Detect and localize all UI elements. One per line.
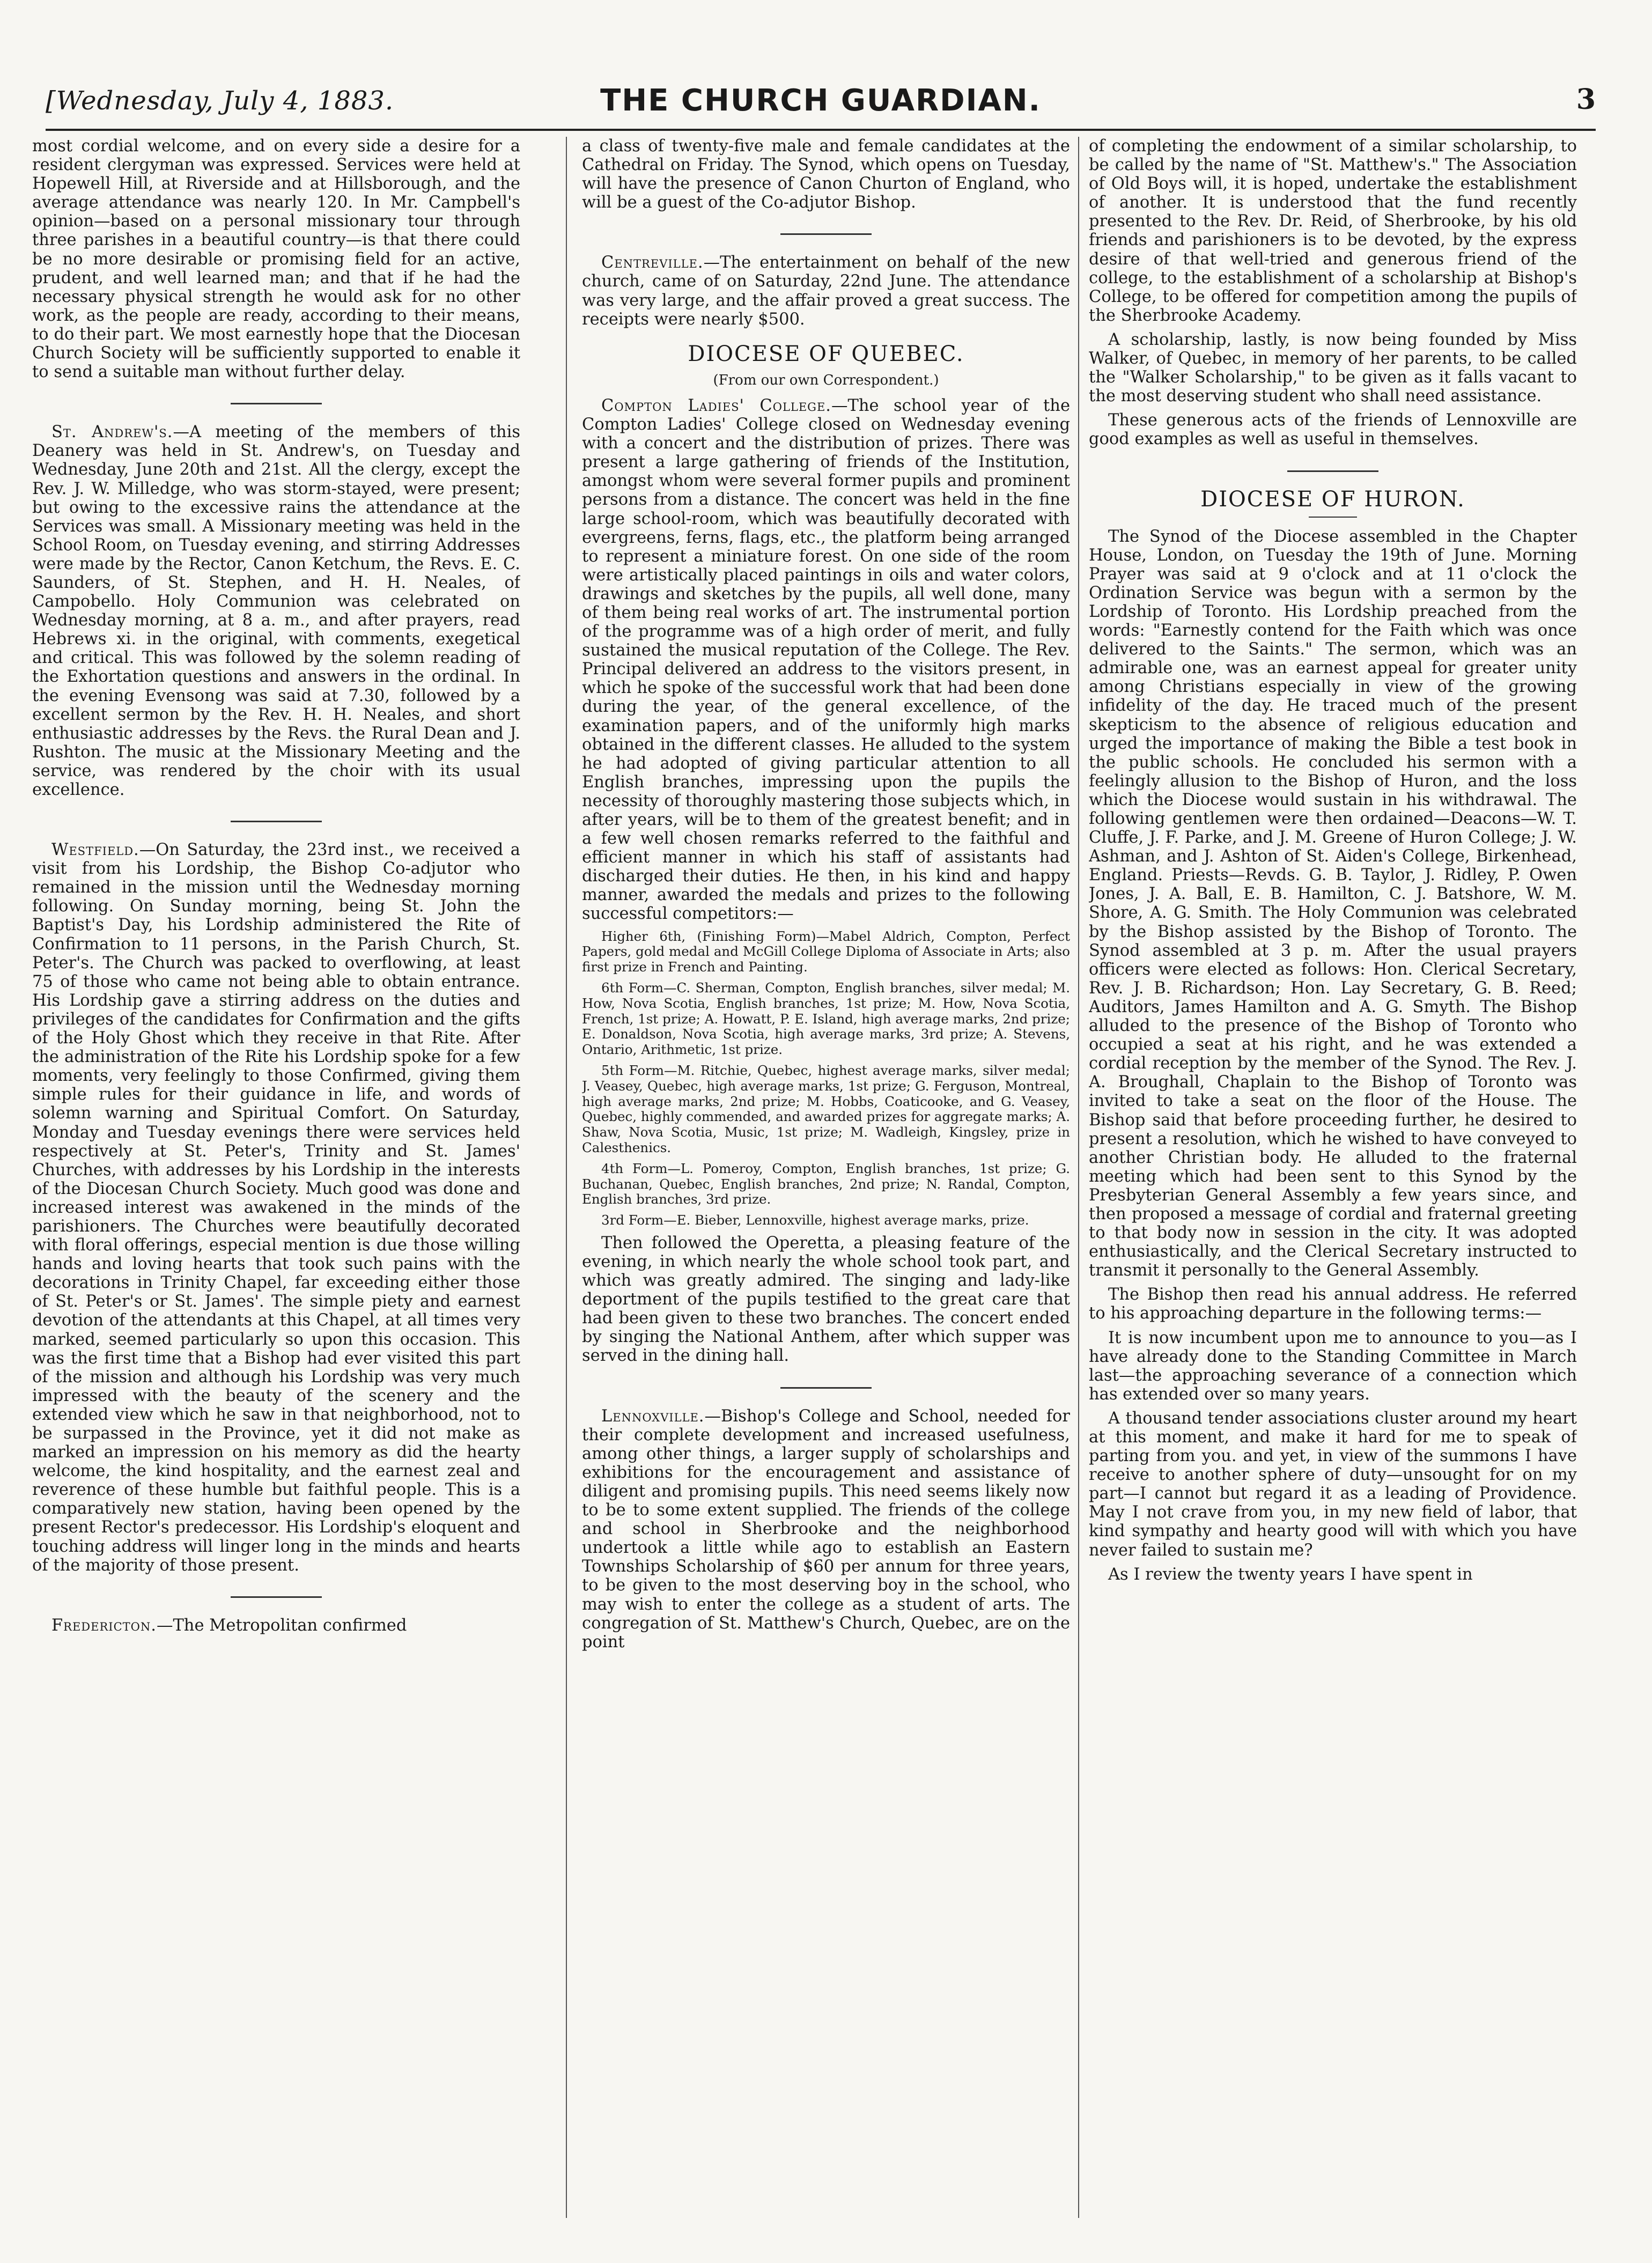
dateline: Fredericton. xyxy=(51,1616,157,1635)
dateline: St. Andrew's. xyxy=(51,423,173,442)
prize-list-item: 6th Form—C. Sherman, Compton, English branches, silver medal; M. How, Nova Scotia, English branches, 1st prize; M. How, Nova Scotia, French, 1st prize; A. Howatt, P. E. Island, high average marks, 2nd prize; E. Donaldson, Nova Scotia, high average marks, 3rd prize; A. Stevens, Ontario, Arithmetic, 1st prize. xyxy=(582,979,1070,1058)
article-paragraph: The Bishop then read his annual address. He referred to his approaching departure in the following terms:— xyxy=(1089,1285,1577,1323)
prize-list-item: Higher 6th, (Finishing Form)—Mabel Aldrich, Compton, Perfect Papers, gold medal and McGill College Diploma of Associate in Arts; also first prize in French and Painting. xyxy=(582,928,1070,975)
article-paragraph: These generous acts of the friends of Lennoxville are good examples as well as useful in themselves. xyxy=(1089,411,1577,449)
article-paragraph: A thousand tender associations cluster around my heart at this moment, and make it hard for me to speak of parting from you. and yet, in view of the summons I have receive to another sphere of duty—unsought for on my part—I cannot but regard it as a leading of Providence. May I not crave from you, in my new field of labor, that kind sympathy and hearty good will with which you have never failed to sustain me? xyxy=(1089,1409,1577,1560)
prize-list-item: 5th Form—M. Ritchie, Quebec, highest average marks, silver medal; J. Veasey, Quebec, high average marks, 1st prize; G. Ferguson, Montreal, high average marks, 2nd prize; M. Hobbs, Coaticooke, and G. Veasey, Quebec, highly commended, and awarded prizes for aggregate marks; A. Shaw, Nova Scotia, Music, 1st prize; M. Wadleigh, Kingsley, prize in Calesthenics. xyxy=(582,1062,1070,1155)
correspondent-note: (From our own Correspondent.) xyxy=(713,372,939,388)
article-paragraph: most cordial welcome, and on every side a desire for a resident clergyman was expressed. Services were held at Hopewell Hill, at Riverside and at Hillsborough, and the average attendance was nearly 120. In Mr. Campbell's opinion—based on a personal missionary tour through three parishes in a beautiful country—is that there could be no more desirable or promising field for an active, prudent, and well learned man; and that if he had the necessary physical strength he would ask for no other work, as the people are ready, according to their means, to do their part. We most earnestly hope that the Diocesan Church Society will be sufficiently supported to enable it to send a suitable man without further delay. xyxy=(32,137,520,382)
heading-rule xyxy=(1309,517,1357,518)
section-separator xyxy=(231,1596,322,1598)
article-paragraph xyxy=(582,253,1070,328)
article-paragraph: Then followed the Operetta, a pleasing feature of the evening, in which nearly the whole school took part, and which was greatly admired. The singing and lady-like deportment of the pupils testified to the great care that had been given to these two branches. The concert ended by singing the National Anthem, after which supper was served in the dining hall. xyxy=(582,1233,1070,1366)
article-paragraph xyxy=(32,423,520,799)
article-paragraph: a class of twenty-five male and female candidates at the Cathedral on Friday. The Synod, which opens on Tuesday, will have the presence of Canon Churton of England, who will be a guest of the Co-adjutor Bishop. xyxy=(582,137,1070,212)
dateline: Compton Ladies' College. xyxy=(601,396,831,415)
article-text: —A meeting of the members of this Deanery was held in St. Andrew's, on Tuesday and Wednesday, June 20th and 21st. All the clergy, except the Rev. J. W. Milledge, who was storm-stayed, were present; but owing to the excessive rains the attendance at the Services was small. A Missionary meeting was held in the School Room, on Tuesday evening, and stirring Addresses were made by the Rector, Canon Ketchum, the Revs. E. C. Saunders, of St. Stephen, and H. H. Neales, of Campobello. Holy Communion was celebrated on Wednesday morning, at 8 a. m., and after prayers, read Hebrews xi. in the original, with comments, exegetical and critical. This was followed by the solemn reading of the Exhortation questions and answers in the ordinal. In the evening Evensong was said at 7.30, followed by a excellent sermon by the Rev. H. H. Neales, and short enthusiastic addresses by the Revs. the Rural Dean and J. Rushton. The music at the Missionary Meeting and the service, was rendered by the choir with its usual excellence. xyxy=(32,423,520,799)
section-separator xyxy=(231,821,322,822)
section-separator xyxy=(780,233,872,235)
dateline: Westfield. xyxy=(51,841,139,860)
article-text: —The entertainment on behalf of the new church, came of on Saturday, 22nd June. The attendance was very large, and the affair proved a great success. The receipts were nearly $500. xyxy=(582,253,1070,329)
column-1 xyxy=(32,137,520,2223)
article-text: —The Metropolitan confirmed xyxy=(156,1616,407,1635)
section-separator xyxy=(780,1387,872,1389)
article-paragraph: of completing the endowment of a similar scholarship, to be called by the name of "St. Matthew's." The Association of Old Boys will, it is hoped, undertake the establishment of another. It is understood that the fund recently presented to the Rev. Dr. Reid, of Sherbrooke, by his old friends and parishioners is to be devoted, by the express desire of that well-tried and generous friend of the college, to the establishment of a scholarship at Bishop's College, to be offered for competition among the pupils of the Sherbrooke Academy. xyxy=(1089,137,1577,325)
article-paragraph xyxy=(582,396,1070,924)
page-header xyxy=(46,0,1596,134)
section-separator xyxy=(1287,470,1378,472)
article-paragraph xyxy=(32,1616,520,1635)
section-heading: DIOCESE OF QUEBEC. xyxy=(688,341,964,366)
column-2 xyxy=(582,137,1070,2223)
article-paragraph: A scholarship, lastly, is now being founded by Miss Walker, of Quebec, in memory of her parents, to be called the "Walker Scholarship," to be given as it falls vacant to the most deserving student who shall need assistance. xyxy=(1089,330,1577,406)
article-paragraph xyxy=(582,1407,1070,1652)
newspaper-title: THE CHURCH GUARDIAN. xyxy=(600,83,1041,118)
dateline: Lennoxville. xyxy=(601,1406,705,1426)
article-paragraph xyxy=(32,841,520,1575)
article-text: —On Saturday, the 23rd inst., we received a visit from his Lordship, the Bishop Co-adjutor who remained in the mission until the Wednesday morning following. On Sunday morning, being St. John the Baptist's Day, his Lordship administered the Rite of Confirmation to 11 persons, in the Parish Church, St. Peter's. The Church was packed to overflowing, at least 75 of those who came not being able to obtain entrance. His Lordship gave a stirring address on the duties and privileges of the candidates for Confirmation and the gifts of the Holy Ghost which they receive in that Rite. After the administration of the Rite his Lordship spoke for a few moments, very feelingly to those Confirmed, giving them simple rules for their guidance in life, and words of solemn warning and Spiritual Comfort. On Saturday, Monday and Tuesday evenings there were services held respectively at St. Peter's, Trinity and St. James' Churches, with addresses by his Lordship in the interests of the Diocesan Church Society. Much good was done and increased interest was awakened in the minds of the parishioners. The Churches were beautifully decorated with floral offerings, especial mention is due those willing hands and loving hearts that took such pains with the decorations in Trinity Chapel, far exceeding either those of St. Peter's or St. James'. The simple piety and earnest devotion of the attendants at this Chapel, at all times very marked, seemed particularly so upon this occasion. This was the first time that a Bishop had ever visited this part of the mission and although his Lordship was very much impressed with the beauty of the scenery and the extended view which he saw in that neighborhood, not to be surpassed in the Province, yet it did not make as marked an impression on his memory as did the hearty welcome, the kind hospitality, and the earnest zeal and reverence of these humble but faithful people. This is a comparatively new station, having been opened by the present Rector's predecessor. His Lordship's eloquent and touching address will linger long in the minds and hearts of the majority of those present. xyxy=(32,841,520,1575)
column-3 xyxy=(1089,137,1577,2223)
prize-list-item: 4th Form—L. Pomeroy, Compton, English branches, 1st prize; G. Buchanan, Quebec, English branches, 2nd prize; N. Randal, Compton, English branches, 3rd prize. xyxy=(582,1160,1070,1207)
article-paragraph: It is now incumbent upon me to announce to you—as I have already done to the Standing Committee in March last—the approaching severance of a connection which has extended over so many years. xyxy=(1089,1328,1577,1404)
column-divider xyxy=(566,137,567,2218)
issue-date: [Wednesday, July 4, 1883. xyxy=(46,86,394,116)
dateline: Centreville. xyxy=(601,253,704,272)
article-paragraph: As I review the twenty years I have spent in xyxy=(1108,1565,1473,1584)
article-text: —The school year of the Compton Ladies' College closed on Wednesday evening with a concert and the distribution of prizes. There was present a large gathering of friends of the Institution, amongst whom were several former pupils and prominent persons from a distance. The concert was held in the fine large school-room, which was beautifully decorated with evergreens, ferns, flags, etc., the platform being arranged to represent a miniature forest. On one side of the room were artistically placed paintings in oils and water colors, drawings and sketches by the pupils, all well done, many of them being real works of art. The instrumental portion of the programme was of a high order of merit, and fully sustained the musical reputation of the College. The Rev. Principal delivered an address to the visitors present, in which he spoke of the successful work that had been done during the year, of the general excellence, of the examination papers, and of the uniformly high marks obtained in the different classes. He alluded to the system he had adopted of giving particular attention to all English branches, impressing upon the pupils the necessity of thoroughly mastering those subjects which, in after years, will be to them of the greatest benefit; and in a few well chosen remarks referred to the faithful and efficient manner in which his staff of assistants had discharged their duties. He then, in his kind and happy manner, awarded the medals and prizes to the following successful competitors:— xyxy=(582,396,1070,924)
section-separator xyxy=(231,403,322,404)
article-paragraph: The Synod of the Diocese assembled in the Chapter House, London, on Tuesday the 19th of June. Morning Prayer was said at 9 o'clock and at 11 o'clock the Ordination Service was begun with a sermon by the Lordship of Toronto. His Lordship preached from the words: "Earnestly contend for the Faith which was once delivered to the Saints." The sermon, which was an admirable one, was an earnest appeal for greater unity among Christians especially in view of the growing infidelity of the day. He traced much of the present skepticism to the absence of religious education and urged the importance of making the Bible a test book in the public schools. He concluded his sermon with a feelingly allusion to the Bishop of Huron, and the loss which the Diocese would sustain in his withdrawal. The following gentlemen were then ordained—Deacons—W. T. Cluffe, J. F. Parke, and J. M. Greene of Huron College; J. W. Ashman, and J. Ashton of St. Aiden's College, Birkenhead, England. Priests—Revds. G. B. Taylor, J. Ridley, P. Owen Jones, J. A. Ball, E. B. Hamilton, C. J. Batshore, W. M. Shore, A. G. Smith. The Holy Communion was celebrated by the Bishop assisted by the Bishop of Toronto. The Synod assembled at 3 p. m. After the usual prayers officers were elected as follows: Hon. Clerical Secretary, Rev. J. B. Richardson; Hon. Lay Secretary, G. B. Reed; Auditors, James Hamilton and A. G. Smyth. The Bishop alluded to the presence of the Bishop of Toronto who occupied a seat at his right, and he was extended a cordial reception by the member of the Synod. The Rev. J. A. Broughall, Chaplain to the Bishop of Toronto was invited to take a seat on the floor of the House. The Bishop said that before proceeding further, he desired to present a resolution, which he wished to have conveyed to another Christian body. He alluded to the fraternal meeting which had been sent to this Synod by the Presbyterian General Assembly a few years since, and then proposed a message of cordial and fraternal greeting to that body now in session in the city. It was adopted enthusiastically, and the Clerical Secretary instructed to transmit it personally to the General Assembly. xyxy=(1089,527,1577,1280)
article-text: —Bishop's College and School, needed for their complete development and increased usefulness, among other things, a larger supply of scholarships and exhibitions for the encouragement and assistance of diligent and promising pupils. This need seems likely now to be to some extent supplied. The friends of the college and school in Sherbrooke and the neighborhood undertook a little while ago to establish an Eastern Townships Scholarship of $60 per annum for three years, to be given to the most deserving boy in the school, who may wish to enter the college as a student of arts. The congregation of St. Matthew's Church, Quebec, are on the point xyxy=(582,1406,1070,1652)
page-number: 3 xyxy=(1576,83,1596,116)
section-heading: DIOCESE OF HURON. xyxy=(1200,486,1465,512)
header-rule xyxy=(46,129,1596,131)
column-divider xyxy=(1078,137,1079,2218)
prize-list-item: 3rd Form—E. Bieber, Lennoxville, highest average marks, prize. xyxy=(601,1212,1029,1228)
